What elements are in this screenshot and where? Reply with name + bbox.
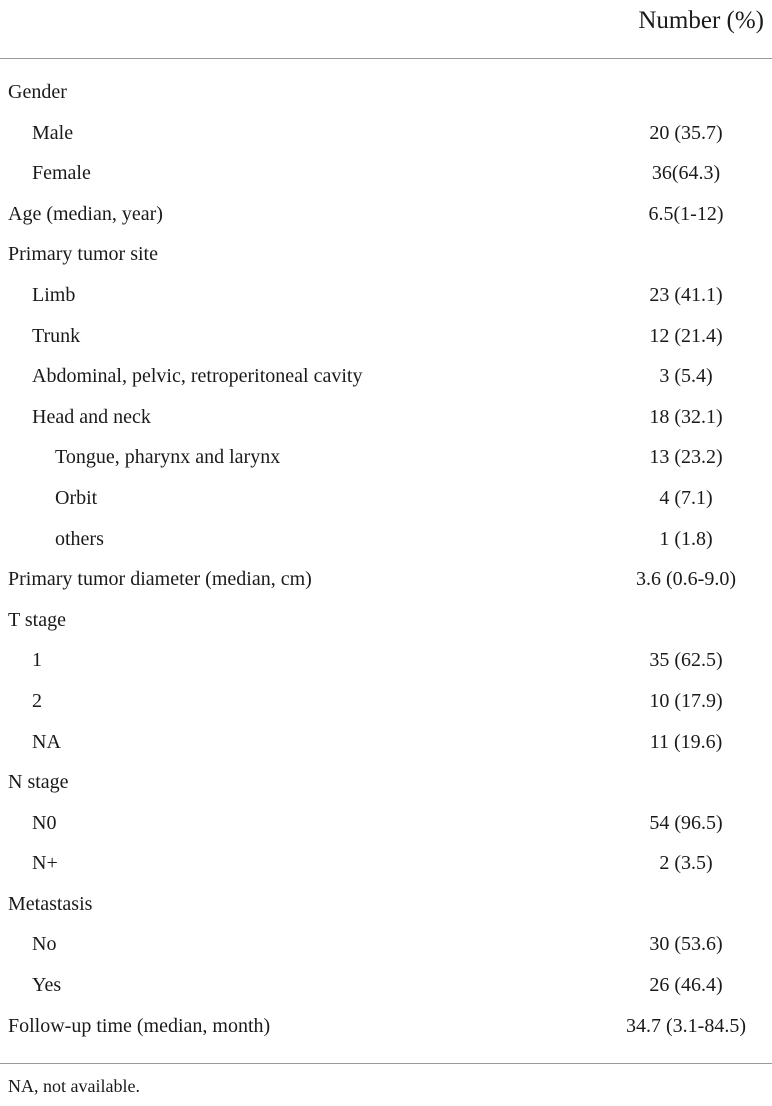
row-label: 1 — [32, 649, 42, 672]
table-row — [0, 640, 772, 681]
table-row — [0, 965, 772, 1006]
table-row — [0, 884, 772, 925]
row-label: T stage — [8, 608, 66, 631]
row-label: Female — [32, 162, 91, 185]
row-label: Limb — [32, 283, 76, 306]
table-row — [0, 762, 772, 803]
row-value: 34.7 (3.1-84.5) — [626, 1014, 746, 1037]
table-row — [0, 234, 772, 275]
table-row — [0, 356, 772, 397]
row-value: 30 (53.6) — [649, 933, 723, 956]
row-value: 13 (23.2) — [649, 446, 723, 469]
row-label: Male — [32, 121, 74, 144]
row-label: Age (median, year) — [8, 202, 163, 225]
row-label: Primary tumor diameter (median, cm) — [8, 568, 312, 591]
row-value: 10 (17.9) — [649, 689, 723, 712]
table-row — [0, 600, 772, 641]
row-value: 12 (21.4) — [649, 324, 723, 347]
table-row — [0, 722, 772, 763]
table-row — [0, 397, 772, 438]
row-label: Abdominal, pelvic, retroperitoneal cavity — [32, 365, 363, 388]
table-row — [0, 478, 772, 519]
row-label: Yes — [32, 974, 62, 997]
row-label: Metastasis — [8, 892, 93, 915]
row-value: 2 (3.5) — [659, 852, 713, 875]
table-row — [0, 559, 772, 600]
row-label: NA — [32, 730, 61, 753]
table-row — [0, 194, 772, 235]
table-row — [0, 113, 772, 154]
row-label: others — [55, 527, 104, 550]
row-value: 6.5(1-12) — [648, 202, 724, 225]
row-label: 2 — [32, 689, 42, 712]
table-body — [0, 72, 772, 1046]
row-value: 36(64.3) — [651, 162, 721, 185]
row-value: 35 (62.5) — [649, 649, 723, 672]
table-row — [0, 843, 772, 884]
row-label: Head and neck — [32, 405, 151, 428]
header-rule — [0, 58, 772, 59]
table-footnote: NA, not available. — [8, 1076, 140, 1096]
row-label: N stage — [8, 771, 69, 794]
row-label: Trunk — [32, 324, 81, 347]
row-value: 54 (96.5) — [649, 811, 723, 834]
row-value: 3.6 (0.6-9.0) — [636, 568, 736, 591]
table-row — [0, 681, 772, 722]
table-row — [0, 316, 772, 357]
row-label: N+ — [32, 852, 58, 875]
table-row — [0, 1006, 772, 1047]
table-row — [0, 72, 772, 113]
footer-rule — [0, 1063, 772, 1064]
row-value: 23 (41.1) — [649, 283, 723, 306]
table-header — [0, 0, 772, 40]
row-label: N0 — [32, 811, 57, 834]
table-row — [0, 437, 772, 478]
row-label: Primary tumor site — [8, 243, 158, 266]
row-label: Tongue, pharynx and larynx — [55, 446, 281, 469]
table-row — [0, 275, 772, 316]
column-header-number-percent: Number (%) — [638, 7, 764, 34]
row-label: Follow-up time (median, month) — [8, 1014, 271, 1037]
row-value: 11 (19.6) — [649, 730, 723, 753]
row-label: Orbit — [55, 486, 98, 509]
table-row — [0, 803, 772, 844]
row-value: 1 (1.8) — [659, 527, 713, 550]
table-row — [0, 153, 772, 194]
table-row — [0, 519, 772, 560]
row-value: 3 (5.4) — [659, 365, 713, 388]
table-row — [0, 924, 772, 965]
row-value: 20 (35.7) — [649, 121, 723, 144]
row-value: 26 (46.4) — [649, 974, 723, 997]
row-label: Gender — [8, 81, 67, 103]
row-value: 4 (7.1) — [659, 486, 713, 509]
row-label: No — [32, 933, 57, 956]
row-value: 18 (32.1) — [649, 405, 723, 428]
